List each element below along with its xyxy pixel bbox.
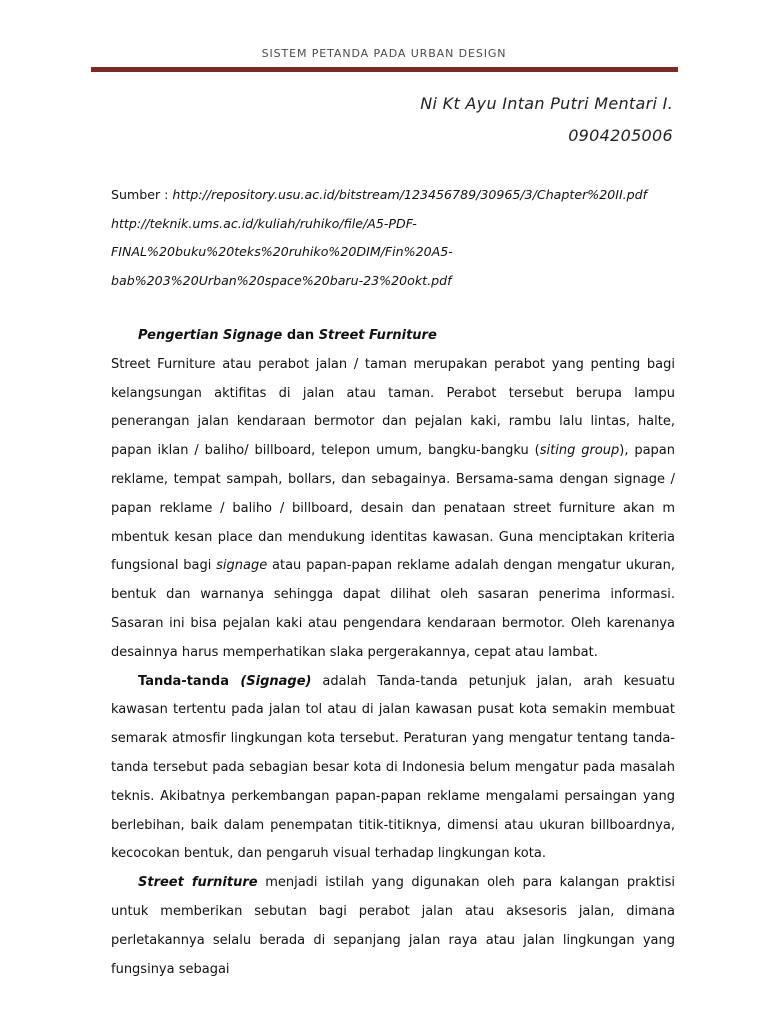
heading-part-2: Street Furniture bbox=[318, 328, 437, 343]
paragraph-1-text-a: Street Furniture atau perabot jalan / taman merupakan perabot yang penting bagi kelangsungan aktifitas di jalan atau taman. Perabot tersebut berupa lampu penerangan jalan kendaraan bermotor dan pejalan kaki, rambu lalu lintas, halte, papan iklan / baliho/ billboard, telepon umum, bangku-bangku ( bbox=[111, 356, 675, 459]
student-id: 0904205006 bbox=[568, 126, 673, 145]
source-url-2-line-3[interactable]: bab%203%20Urban%20space%20baru-23%20okt.pdf bbox=[111, 272, 452, 288]
paragraph-1-emphasis-2: signage bbox=[216, 558, 268, 574]
author-name: Ni Kt Ayu Intan Putri Mentari I. bbox=[420, 94, 673, 113]
paragraph-1-emphasis-1: siting group bbox=[539, 443, 620, 459]
paragraph-2-text: adalah Tanda-tanda petunjuk jalan, arah kesuatu kawasan tertentu pada jalan tol atau di jalan kawasan pusat kota semakin membuat semarak atmosfir lingkungan kota tersebut. Peraturan yang mengatur tentang tanda-tanda tersebut pada sebagian besar kota di Indonesia belum mengatur pada masalah teknis. Akibatnya perkembangan papan-papan reklame mengalami persaingan yang berlebihan, baik dalam penempatan titik-titiknya, dimensi atau ukuran billboardnya, kecocokan bentuk, dan pengaruh visual terhadap lingkungan kota. bbox=[111, 673, 675, 862]
heading-connector: dan bbox=[282, 328, 319, 343]
paragraph-1-text-b: ), papan reklame, tempat sampah, bollars, dan sebagainya. Bersama-sama dengan signage / papan reklame / baliho / billboard, desain dan penataan street furniture akan m mbentuk kesan place dan mendukung identitas kawasan. Guna menciptakan kriteria fungsional bagi bbox=[111, 443, 675, 574]
source-url-2-line-2[interactable]: FINAL%20buku%20teks%20ruhiko%20DIM/Fin%20A5- bbox=[111, 244, 453, 259]
paragraph-1-text-c: atau papan-papan reklame adalah dengan mengatur ukuran, bentuk dan warnanya sehingga dapat dilihat oleh sasaran penerima informasi. Sasaran ini bisa pejalan kaki atau pengendara kendaraan bermotor. Oleh karenanya desainnya harus memperhatikan slaka pergerakannya, cepat atau lambat. bbox=[111, 558, 675, 660]
paragraph-3 bbox=[111, 869, 675, 984]
heading-part-1: Pengertian Signage bbox=[138, 328, 283, 343]
body-text bbox=[111, 322, 675, 984]
section-heading bbox=[111, 322, 675, 351]
source-url-1[interactable]: http://repository.usu.ac.id/bitstream/123456789/30965/3/Chapter%20II.pdf bbox=[172, 187, 648, 202]
paragraph-3-text: menjadi istilah yang digunakan oleh para kalangan praktisi untuk memberikan sebutan bagi perabot jalan atau aksesoris jalan, dimana perletakannya selalu berada di sepanjang jalan raya atau jalan lingkungan yang fungsinya sebagai bbox=[111, 875, 675, 977]
paragraph-3-bold-italic: Street furniture bbox=[138, 875, 258, 891]
source-url-2-line-1[interactable]: http://teknik.ums.ac.id/kuliah/ruhiko/file/A5-PDF- bbox=[111, 215, 417, 231]
sources-block bbox=[111, 181, 681, 295]
paragraph-2-bold: Tanda-tanda bbox=[138, 673, 241, 689]
paragraph-1 bbox=[111, 351, 675, 668]
source-line-1 bbox=[111, 181, 681, 210]
paragraph-2-bold-italic: (Signage) bbox=[240, 673, 312, 689]
header-rule bbox=[91, 67, 678, 72]
paragraph-2 bbox=[111, 668, 675, 870]
sources-label: Sumber : bbox=[111, 187, 173, 202]
running-header: SISTEM PETANDA PADA URBAN DESIGN bbox=[261, 47, 507, 60]
